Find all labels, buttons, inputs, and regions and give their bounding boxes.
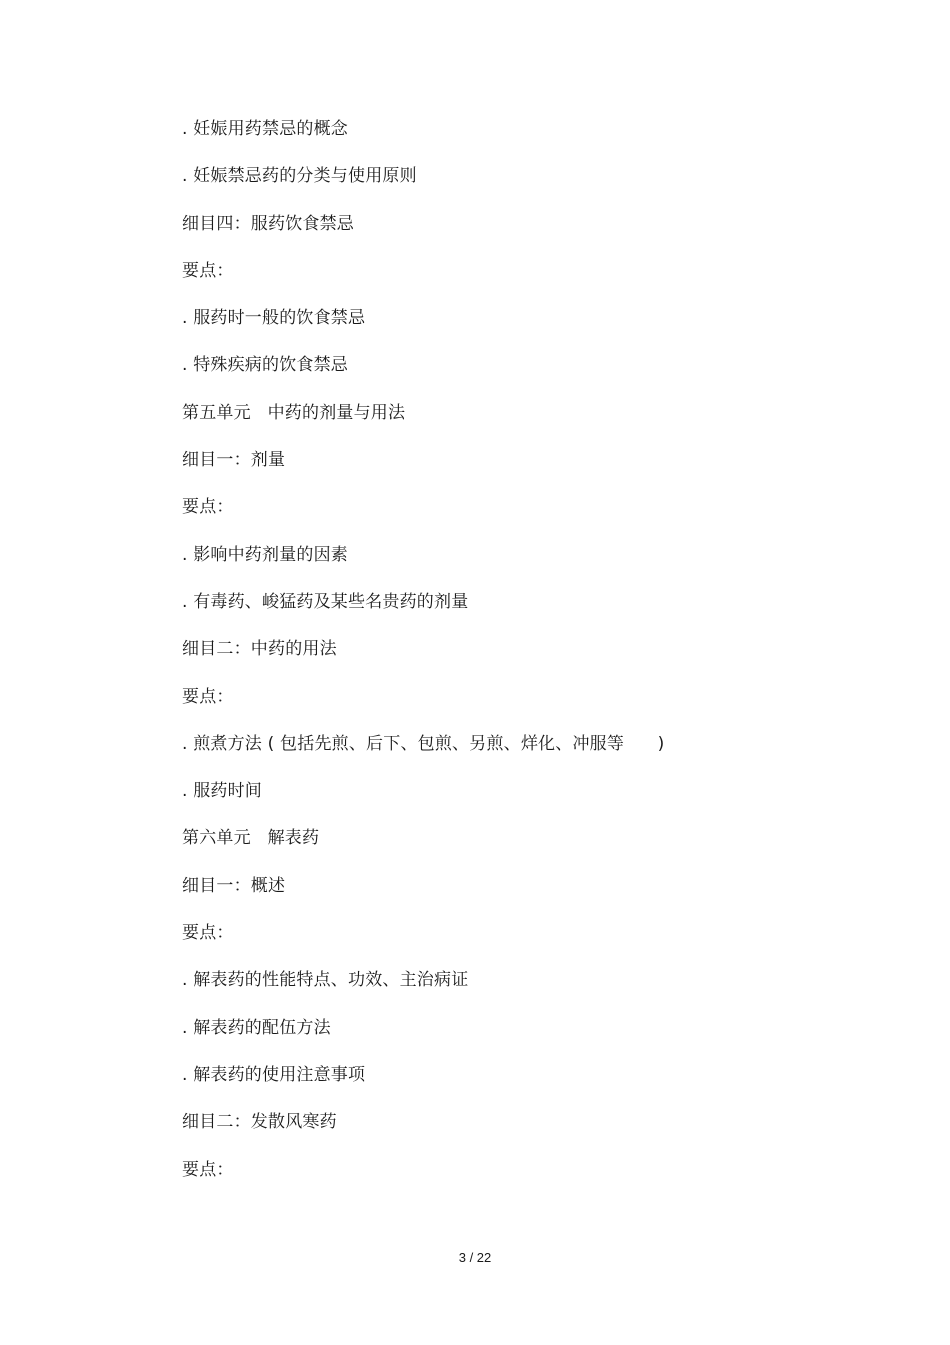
key-points-label: 要点： bbox=[182, 923, 234, 944]
list-item: . 解表药的配伍方法 bbox=[182, 1017, 331, 1038]
list-item: . 影响中药剂量的因素 bbox=[182, 544, 349, 565]
unit-heading: 第六单元 解表药 bbox=[182, 828, 320, 849]
page-number: 3 / 22 bbox=[458, 1250, 492, 1265]
section-heading: 细目四：服药饮食禁忌 bbox=[182, 213, 354, 234]
key-points-label: 要点： bbox=[182, 1159, 234, 1180]
list-item: . 解表药的使用注意事项 bbox=[182, 1064, 366, 1085]
section-heading: 细目一：概述 bbox=[182, 875, 286, 896]
document-body bbox=[182, 118, 822, 1206]
key-points-label: 要点： bbox=[182, 686, 234, 707]
list-item: . 特殊疾病的饮食禁忌 bbox=[182, 355, 349, 376]
section-heading: 细目二：发散风寒药 bbox=[182, 1112, 337, 1133]
key-points-label: 要点： bbox=[182, 497, 234, 518]
list-item: . 服药时一般的饮食禁忌 bbox=[182, 308, 366, 329]
list-item: . 妊娠用药禁忌的概念 bbox=[182, 119, 349, 139]
list-item: . 妊娠禁忌药的分类与使用原则 bbox=[182, 166, 417, 187]
list-item: . 解表药的性能特点、功效、主治病证 bbox=[182, 970, 469, 991]
section-heading: 细目一：剂量 bbox=[182, 450, 286, 471]
list-item: . 煎煮方法 ( 包括先煎、后下、包煎、另煎、烊化、冲服等 ) bbox=[182, 733, 665, 754]
list-item: . 服药时间 bbox=[182, 781, 263, 802]
key-points-label: 要点： bbox=[182, 260, 234, 281]
list-item: . 有毒药、峻猛药及某些名贵药的剂量 bbox=[182, 591, 469, 612]
unit-heading: 第五单元 中药的剂量与用法 bbox=[182, 402, 406, 423]
section-heading: 细目二：中药的用法 bbox=[182, 639, 337, 660]
